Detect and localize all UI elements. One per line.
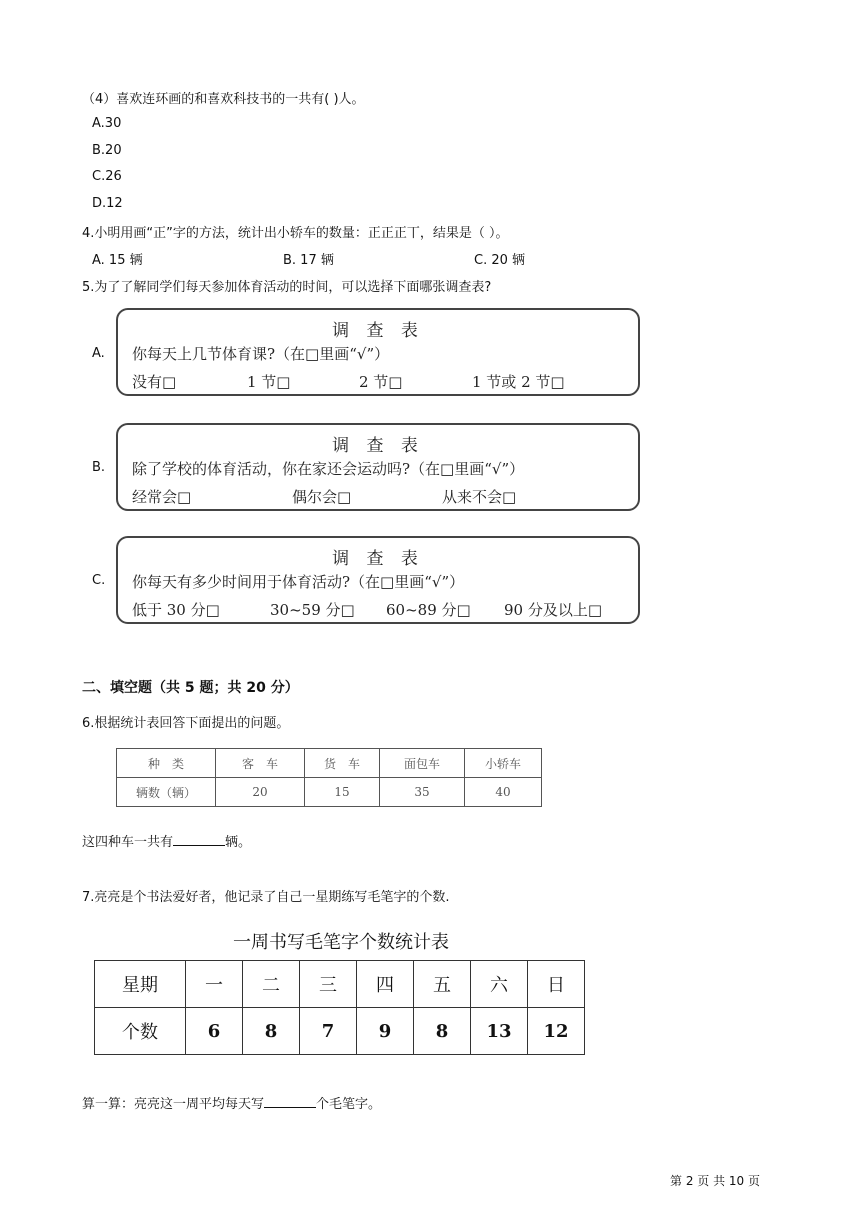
q7-data-cell: 9 [357, 1008, 414, 1055]
survey-b-choices [132, 486, 516, 507]
q7-data-cell: 个数 [95, 1008, 186, 1055]
q4-sub-option-b: B.20 [92, 143, 122, 158]
q6-header-cell: 小轿车 [465, 749, 542, 778]
survey-card-c [116, 536, 640, 624]
q7-header-cell: 星期 [95, 961, 186, 1008]
q7-stem: 7.亮亮是个书法爱好者，他记录了自己一星期练写毛笔字的个数. [82, 890, 450, 905]
survey-a-choice-3: 2 节□ [359, 373, 403, 391]
survey-a-title: 调 查 表 [332, 321, 424, 341]
q7-header-cell: 三 [300, 961, 357, 1008]
q7-header-cell: 二 [243, 961, 300, 1008]
survey-b-question: 除了学校的体育活动，你在家还会运动吗?（在□里画“√”） [132, 460, 525, 478]
q7-table-data-row [95, 1008, 585, 1055]
q6-table-header-row [117, 749, 542, 778]
q6-data-cell: 40 [465, 778, 542, 807]
q6-data-cell: 15 [305, 778, 380, 807]
q7-data-cell: 12 [528, 1008, 585, 1055]
survey-b-choice-1: 经常会□ [132, 488, 192, 506]
survey-b-label: B. [92, 460, 106, 475]
survey-a-choices [132, 371, 565, 392]
q7-answer-line [82, 1093, 381, 1112]
q4-option-a: A. 15 辆 [92, 253, 143, 268]
survey-a-choice-1: 没有□ [132, 373, 177, 391]
survey-card-a [116, 308, 640, 396]
survey-c-question: 你每天有多少时间用于体育活动?（在□里画“√”） [132, 573, 465, 591]
q6-data-cell: 20 [216, 778, 305, 807]
q4-option-b: B. 17 辆 [283, 253, 334, 268]
q7-answer-blank[interactable] [264, 1093, 316, 1108]
survey-a-label: A. [92, 346, 105, 361]
survey-c-title: 调 查 表 [332, 549, 424, 569]
survey-card-b [116, 423, 640, 511]
q7-answer-before: 算一算：亮亮这一周平均每天写 [82, 1097, 265, 1112]
survey-c-choices [132, 599, 602, 620]
q4-stem: 4.小明用画“正”字的方法，统计出小轿车的数量：正正正丅，结果是（ ）。 [82, 226, 509, 241]
q7-answer-after: 个毛笔字。 [316, 1097, 382, 1112]
q7-header-cell: 一 [186, 961, 243, 1008]
q6-answer-after: 辆。 [225, 835, 252, 850]
q7-data-cell: 7 [300, 1008, 357, 1055]
survey-a-choice-4: 1 节或 2 节□ [472, 373, 565, 391]
q7-header-cell: 六 [471, 961, 528, 1008]
q4-sub-option-c: C.26 [92, 169, 122, 184]
q7-header-cell: 五 [414, 961, 471, 1008]
survey-b-choice-2: 偶尔会□ [292, 488, 352, 506]
q6-table-data-row [117, 778, 542, 807]
survey-c-choice-1: 低于 30 分□ [132, 601, 220, 619]
q4-option-c: C. 20 辆 [474, 253, 526, 268]
survey-a-question: 你每天上几节体育课?（在□里画“√”） [132, 345, 390, 363]
section-2-heading: 二、填空题（共 5 题；共 20 分） [82, 680, 299, 696]
q7-data-cell: 13 [471, 1008, 528, 1055]
q6-vehicle-table [116, 748, 542, 807]
q7-header-cell: 四 [357, 961, 414, 1008]
q4-sub-option-d: D.12 [92, 196, 123, 211]
q7-data-cell: 6 [186, 1008, 243, 1055]
survey-b-title: 调 查 表 [332, 436, 424, 456]
q7-calligraphy-table [94, 960, 585, 1055]
q7-table-title: 一周书写毛笔字个数统计表 [233, 932, 449, 953]
q4-sub-stem: （4）喜欢连环画的和喜欢科技书的一共有( )人。 [82, 92, 365, 107]
q7-data-cell: 8 [414, 1008, 471, 1055]
q6-header-cell: 种 类 [117, 749, 216, 778]
q6-answer-line [82, 831, 251, 850]
survey-c-choice-2: 30~59 分□ [270, 601, 355, 619]
page-number-footer: 第 2 页 共 10 页 [670, 1174, 760, 1188]
q6-data-cell: 35 [380, 778, 465, 807]
survey-b-choice-3: 从来不会□ [442, 488, 517, 506]
q4-sub-option-a: A.30 [92, 116, 122, 131]
survey-c-label: C. [92, 573, 106, 588]
survey-c-choice-4: 90 分及以上□ [504, 601, 603, 619]
survey-c-choice-3: 60~89 分□ [386, 601, 471, 619]
q7-data-cell: 8 [243, 1008, 300, 1055]
q6-header-cell: 货 车 [305, 749, 380, 778]
q6-stem: 6.根据统计表回答下面提出的问题。 [82, 716, 290, 731]
q7-header-cell: 日 [528, 961, 585, 1008]
q6-answer-before: 这四种车一共有 [82, 835, 174, 850]
q6-header-cell: 客 车 [216, 749, 305, 778]
q5-stem: 5.为了了解同学们每天参加体育活动的时间，可以选择下面哪张调查表? [82, 280, 492, 295]
q6-data-cell: 辆数（辆） [117, 778, 216, 807]
q7-table-header-row [95, 961, 585, 1008]
survey-a-choice-2: 1 节□ [247, 373, 291, 391]
q6-header-cell: 面包车 [380, 749, 465, 778]
q6-answer-blank[interactable] [173, 831, 225, 846]
